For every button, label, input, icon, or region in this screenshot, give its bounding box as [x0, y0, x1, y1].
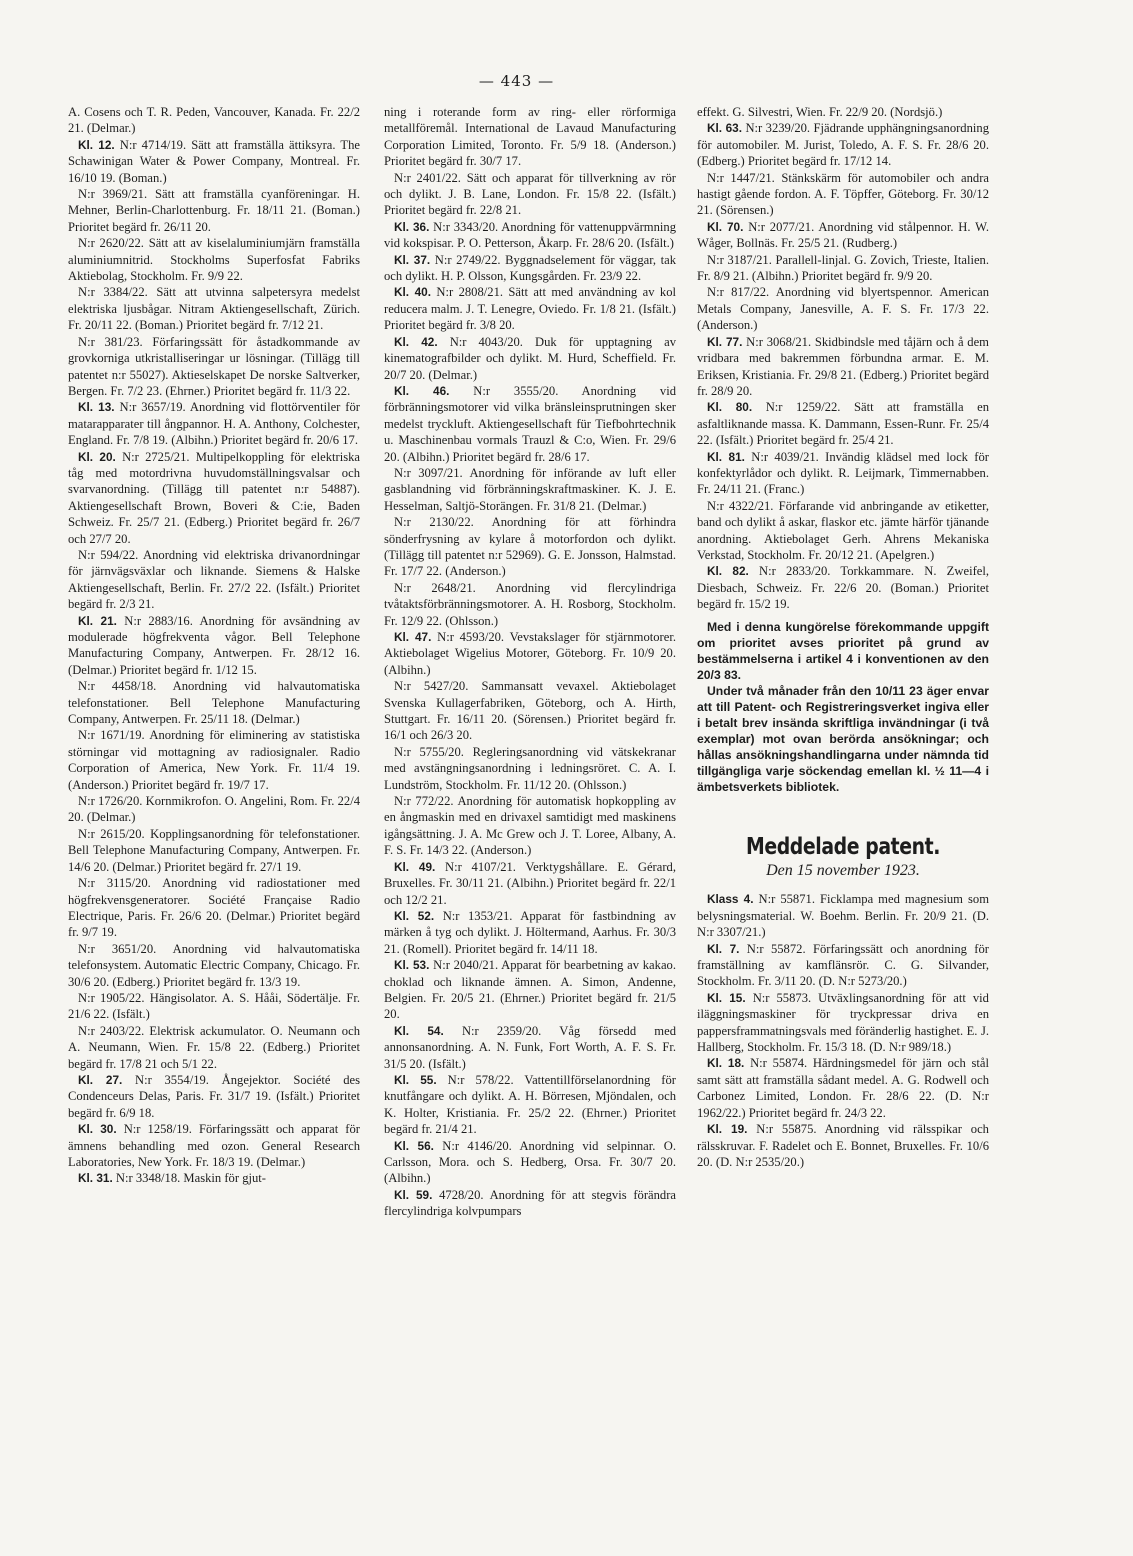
patent-entry: N:r 1905/22. Hängisolator. A. S. Hååi, Södertälje. Fr. 21/6 22. (Isfält.) — [68, 990, 360, 1022]
entry-text: N:r 3348/18. Maskin för gjut- — [115, 1171, 266, 1186]
text-column-middle — [384, 104, 676, 1220]
patent-entry: N:r 1671/19. Anordning för eliminering av statistiska störningar vid mottagning av radiosignaler. Radio Corporation of America, New York. Fr. 11/4 19. (Anderson.) Prioritet begärd fr. 19/7 17. — [68, 728, 360, 792]
text-column-right — [697, 104, 989, 1170]
patent-entry — [384, 908, 676, 957]
class-label: Kl. 13. — [78, 400, 115, 415]
patent-entry — [68, 399, 360, 448]
class-label: Kl. 18. — [707, 1056, 745, 1071]
entry-text: N:r 3657/19. Anordning vid flottörventiler för matarapparater till ångpannor. H. A. Anthony, Colchester, England. Fr. 7/8 19. (Albihn.) Prioritet begärd fr. 20/6 17. — [68, 400, 360, 448]
class-label: Klass 4. — [707, 892, 754, 907]
patent-entry: N:r 381/23. Förfaringssätt för åstadkommande av grovkorniga utkristalliseringar ur lösningar. (Tillägg till patentet n:r 55027). Aktieselskapet De norske Saltverker, Bergen. Fr. 7/2 23. (Ehrner.) Prioritet begärd fr. 11/3 22. — [68, 334, 360, 398]
patent-entry — [697, 120, 989, 169]
entry-text: N:r 1353/21. Apparat för fastbindning av märken å tyg och dylikt. J. Höltermand, Aarhus. Fr. 30/3 21. (Romell). Prioritet begärd fr. 14/11 18. — [384, 908, 676, 956]
class-label: Kl. 63. — [707, 121, 743, 136]
class-label: Kl. 37. — [394, 252, 431, 267]
class-label: Kl. 59. — [394, 1187, 433, 1202]
patent-entry — [68, 1121, 360, 1170]
patent-entry: N:r 4322/21. Förfarande vid anbringande av etiketter, band och dylikt å askar, flaskor etc. jämte härför tjänande anordning. Aktiebolaget Gerh. Ahrens Mekaniska Verkstad, Stockholm. Fr. 20/12 21. (Apelgren.) — [697, 498, 989, 562]
entry-text: N:r 578/22. Vattentillförselanordning för knutfångare och dylikt. A. H. Börresen, Mjöndalen, och K. Holter, Kristiania. Fr. 25/2 22. (Ehrner.) Prioritet begärd fr. 21/4 21. — [384, 1072, 676, 1137]
patent-entry — [384, 859, 676, 908]
patent-entry — [384, 219, 676, 252]
class-label: Kl. 49. — [394, 859, 436, 874]
entry-text: N:r 55873. Utväxlingsanordning för att vid iläggningsmaskiner för tryckpressar driva en pappersframmatningsvals med föränderlig hastighet. E. J. Hallberg, Stockholm. Fr. 15/3 18. (D. N:r 989/18.) — [697, 990, 989, 1055]
patent-entry: N:r 1447/21. Stänkskärm för automobiler och andra hastigt gående fordon. A. F. Töpffer, Göteborg. Fr. 30/12 21. (Sörensen.) — [697, 170, 989, 218]
class-label: Kl. 42. — [394, 334, 438, 349]
entry-text: N:r 4593/20. Vevstakslager för stjärnmotorer. Aktiebolaget Wigelius Motorer, Göteborg. Fr. 10/9 20. (Albihn.) — [384, 630, 676, 677]
patent-entry — [697, 1121, 989, 1170]
class-label: Kl. 20. — [78, 449, 116, 464]
class-label: Kl. 53. — [394, 958, 430, 973]
patent-entry — [697, 449, 989, 498]
entry-text: N:r 1258/19. Förfaringssätt och apparat för ämnens behandling med ozon. General Research Laboratories, New York. Fr. 18/3 19. (Delmar.) — [68, 1122, 360, 1169]
entry-text: N:r 3239/20. Fjädrande upphängningsanordning för automobiler. M. Jurist, Toledo, A. F. S. Fr. 28/6 20. (Edberg.) Prioritet begärd fr. 17/12 14. — [697, 121, 989, 169]
class-label: Kl. 80. — [707, 400, 753, 415]
patent-entry: N:r 2401/22. Sätt och apparat för tillverkning av rör och dylikt. J. B. Lane, London. Fr. 15/8 22. (Isfält.) Prioritet begärd fr. 22/8 21. — [384, 170, 676, 218]
patent-entry — [384, 957, 676, 1023]
entry-text: N:r 1259/22. Sätt att framställa en asfaltliknande massa. K. Dammann, Essen-Runr. Fr. 25/4 22. (Isfält.) Prioritet begärd fr. 25/4 21. — [697, 400, 989, 448]
patent-entry: N:r 2403/22. Elektrisk ackumulator. O. Neumann och A. Neumann, Wien. Fr. 15/8 22. (Edberg.) Prioritet begärd fr. 17/8 21 och 5/1 22. — [68, 1023, 360, 1071]
class-label: Kl. 70. — [707, 219, 744, 234]
patent-entry: N:r 3187/21. Parallell-linjal. G. Zovich, Trieste, Italien. Fr. 8/9 21. (Albihn.) Prioritet begärd fr. 9/9 20. — [697, 252, 989, 284]
patent-entry: N:r 1726/20. Kornmikrofon. O. Angelini, Rom. Fr. 22/4 20. (Delmar.) — [68, 794, 360, 825]
notice-paragraph: Under två månader från den 10/11 23 äger envar att till Patent- och Registreringsverket ingiva eller i betalt brev insända skriftliga invändningar (i två exemplar) mot ovan berörda ansökningar; och hållas ansökningshandlingarna under nämnda tid tillgängliga varje söckendag emellan kl. ½ 11—4 i ämbetsverkets bibliotek. — [697, 683, 989, 794]
entry-text: N:r 2833/20. Torkkammare. N. Zweifel, Diesbach, Schweiz. Fr. 22/6 20. (Boman.) Prioritet begärd fr. 15/2 19. — [697, 564, 989, 612]
class-label: Kl. 55. — [394, 1072, 437, 1087]
class-label: Kl. 56. — [394, 1138, 434, 1153]
patent-entry: N:r 3097/21. Anordning för införande av luft eller gasblandning vid förbränningskraftmaskiner. K. J. E. Hesselman, Saltjö-Storängen. Fr. 31/8 21. (Delmar.) — [384, 465, 676, 513]
patent-entry — [68, 449, 360, 547]
class-label: Kl. 54. — [394, 1023, 444, 1038]
class-label: Kl. 40. — [394, 285, 431, 300]
entry-text: N:r 55872. Förfaringssätt och anordning för framställning av kamflänsrör. C. G. Silvander, Stockholm. Fr. 3/11 20. (D. N:r 5273/20.) — [697, 941, 989, 989]
patent-entry — [697, 399, 989, 448]
patent-entry: N:r 594/22. Anordning vid elektriska drivanordningar för järnvägsväxlar och liknande. Siemens & Halske Aktiengesellschaft, Berlin. Fr. 27/2 22. (Isfält.) Prioritet begärd fr. 2/3 21. — [68, 547, 360, 612]
page-number: — 443 — — [478, 72, 555, 90]
text-column-left — [68, 104, 360, 1187]
patent-entry — [697, 990, 989, 1056]
patent-entry: effekt. G. Silvestri, Wien. Fr. 22/9 20. (Nordsjö.) — [697, 105, 943, 119]
class-label: Kl. 52. — [394, 908, 435, 923]
patent-entry: N:r 2620/22. Sätt att av kiselaluminiumjärn framställa aluminiumnitrid. Stockholms Superfosfat Fabriks Aktiebolag, Stockholm. Fr. 9/9 22. — [68, 236, 360, 284]
patent-entry — [384, 629, 676, 678]
patent-entry: N:r 817/22. Anordning vid blyertspennor. American Metals Company, Janesville, A. F. S. Fr. 17/3 22. (Anderson.) — [697, 285, 989, 333]
entry-text: N:r 3068/21. Skidbindsle med tåjärn och å dem vridbara med bakremmen förbundna armar. E. M. Eriksen, Kristiania. Fr. 29/8 21. (Edberg.) Prioritet begärd fr. 28/9 20. — [697, 334, 989, 398]
patent-entry: N:r 3115/20. Anordning vid radiostationer med högfrekvensgeneratorer. Société Française Radio Electrique, Paris. Fr. 26/6 20. (Delmar.) Prioritet begärd fr. 9/7 19. — [68, 876, 360, 940]
class-label: Kl. 15. — [707, 990, 746, 1005]
patent-entry — [697, 563, 989, 612]
patent-entry: N:r 2130/22. Anordning för att förhindra sönderfrysning av kylare å motorfordon och dylikt. (Tillägg till patentet n:r 52969). G. E. Jonsson, Halmstad. Fr. 17/7 22. (Anderson.) — [384, 515, 676, 579]
patent-entry — [697, 891, 989, 940]
patent-entry: A. Cosens och T. R. Peden, Vancouver, Kanada. Fr. 22/2 21. (Delmar.) — [68, 105, 360, 136]
patent-entry — [697, 334, 989, 400]
patent-entry — [384, 383, 676, 465]
class-label: Kl. 81. — [707, 449, 745, 464]
entry-text: N:r 4043/20. Duk för upptagning av kinematografbilder och dylikt. M. Hurd, Scheffield. Fr. 20/7 20. (Delmar.) — [384, 334, 676, 382]
entry-text: N:r 2359/20. Våg försedd med annonsanordning. A. N. Funk, Fort Worth, A. F. S. Fr. 31/5 20. (Isfält.) — [384, 1023, 676, 1071]
class-label: Kl. 30. — [78, 1122, 117, 1137]
patent-entry — [697, 219, 989, 252]
patent-entry — [68, 1170, 360, 1186]
entry-text: N:r 3555/20. Anordning vid förbränningsmotorer vid vilka bränsleinsprutningen sker medelst tryckluft. Aktiengesellschaft für Tiefbohrtechnik u. Maschinenbau vormals Trauzl & C:o, Wien. Fr. 29/6 20. (Albihn.) Prioritet begärd fr. 28/6 17. — [384, 383, 676, 464]
patent-entry: N:r 5755/20. Regleringsanordning vid vätskekranar med avstängningsanordning i ledningsröret. C. A. I. Lundström, Stockholm. Fr. 11/12 20. (Ohlsson.) — [384, 744, 676, 792]
class-label: Kl. 21. — [78, 613, 117, 628]
patent-entry — [384, 1187, 676, 1220]
entry-text: N:r 3554/19. Ångejektor. Société des Condenceurs Delas, Paris. Fr. 31/7 19. (Isfält.) Prioritet begärd fr. 6/9 18. — [68, 1072, 360, 1120]
class-label: Kl. 36. — [394, 219, 430, 234]
entry-text: N:r 2749/22. Byggnadselement för väggar, tak och dylikt. H. P. Olsson, Kungsgården. Fr. 23/9 22. — [384, 252, 676, 284]
entry-text: N:r 2725/21. Multipelkoppling för elektriska tåg med motordrivna huvudomställningsvalsar och svarvanordning. (Tillägg till patentet n:r 54887). Aktiengesellschaft Brown, Boveri & C:ie, Baden Schweiz. Fr. 25/7 21. (Edberg.) Prioritet begärd fr. 26/7 och 27/7 20. — [68, 449, 360, 546]
entry-text: N:r 4107/21. Verktygshållare. E. Gérard, Bruxelles. Fr. 30/11 21. (Albihn.) Prioritet begärd fr. 22/1 och 12/2 21. — [384, 859, 676, 907]
class-label: Kl. 12. — [78, 137, 115, 152]
class-label: Kl. 27. — [78, 1072, 123, 1087]
entry-text: N:r 4146/20. Anordning vid selpinnar. O. Carlsson, Mora. och S. Hedberg, Orsa. Fr. 30/7 20. (Albihn.) — [384, 1138, 676, 1186]
class-label: Kl. 46. — [394, 383, 450, 398]
entry-text: N:r 2040/21. Apparat för bearbetning av kakao. choklad och liknande ämnen. A. Simon, Andenne, Belgien. Fr. 20/5 21. (Ehrner.) Prioritet begärd fr. 21/5 20. — [384, 958, 676, 1022]
entry-text: N:r 4039/21. Invändig klädsel med lock för konfektyrlådor och dylikt. R. Leijmark, Timmernabben. Fr. 24/11 21. (Franc.) — [697, 449, 989, 497]
patent-entry — [384, 1138, 676, 1187]
patent-entry: N:r 2648/21. Anordning vid flercylindriga tvåtaktsförbränningsmotorer. A. H. Rosborg, Stockholm. Fr. 12/9 22. (Ohlsson.) — [384, 580, 676, 628]
patent-entry — [384, 1072, 676, 1138]
notice-paragraph: Med i denna kungörelse förekommande uppgift om prioritet avses prioritet på grund av bestämmelserna i artikel 4 i konventionen av den 20/3 83. — [697, 619, 989, 682]
patent-entry — [384, 284, 676, 333]
patent-entry: N:r 4458/18. Anordning vid halvautomatiska telefonstationer. Bell Telephone Manufacturing Company, Antwerpen. Fr. 25/11 18. (Delmar.) — [68, 679, 360, 727]
entry-text: N:r 55874. Härdningsmedel för järn och stål samt sätt att framställa sådant medel. A. G. Rodwell och Carbonez Limited, London. Fr. 28/6 22. (D. N:r 1962/22.) Prioritet begärd fr. 24/3 22. — [697, 1056, 989, 1120]
class-label: Kl. 77. — [707, 334, 743, 349]
class-label: Kl. 82. — [707, 564, 749, 579]
patent-entry — [384, 1023, 676, 1072]
entry-text: N:r 4714/19. Sätt att framställa ättiksyra. The Schawinigan Water & Power Company, Montreal. Fr. 16/10 19. (Boman.) — [68, 137, 360, 185]
patent-entry — [697, 1055, 989, 1121]
entry-text: N:r 2077/21. Anordning vid stålpennor. H. W. Wåger, Bollnäs. Fr. 25/5 21. (Rudberg.) — [697, 219, 989, 251]
class-label: Kl. 31. — [78, 1171, 113, 1186]
entry-text: N:r 55875. Anordning vid rälsspikar och rälsskruvar. F. Radelet och E. Bonnet, Bruxelles. Fr. 10/6 20. (D. N:r 2535/20.) — [697, 1122, 989, 1169]
entry-text: N:r 3343/20. Anordning för vattenuppvärmning vid kokspisar. P. O. Petterson, Åkarp. Fr. 28/6 20. (Isfält.) — [384, 219, 676, 251]
class-label: Kl. 47. — [394, 630, 432, 644]
patent-entry: N:r 3384/22. Sätt att utvinna salpetersyra medelst elektriska ljusbågar. Nitram Aktiengesellschaft, Zürich. Fr. 20/11 22. (Boman.) Prioritet begärd fr. 7/12 21. — [68, 285, 360, 333]
entry-text: N:r 2808/21. Sätt att med användning av kol reducera malm. J. T. Lenegre, Oviedo. Fr. 1/8 21. (Isfält.) Prioritet begärd fr. 3/8 20. — [384, 285, 676, 333]
entry-text: N:r 2883/16. Anordning för avsändning av modulerade högfrekventa vågor. Bell Telephone Manufacturing Company, Antwerpen. Fr. 28/12 16. (Delmar.) Prioritet begärd fr. 1/12 15. — [68, 613, 360, 677]
class-label: Kl. 19. — [707, 1122, 748, 1137]
patent-entry — [697, 941, 989, 990]
patent-entry — [384, 334, 676, 383]
patent-entry — [384, 252, 676, 285]
patent-entry — [68, 613, 360, 679]
section-heading: Meddelade patent. — [745, 833, 941, 860]
patent-entry: N:r 2615/20. Kopplingsanordning för telefonstationer. Bell Telephone Manufacturing Company, Antwerpen. Fr. 14/6 20. (Delmar.) Prioritet begärd fr. 27/1 19. — [68, 826, 360, 874]
class-label: Kl. 7. — [707, 941, 740, 956]
patent-entry — [68, 137, 360, 186]
patent-entry: N:r 772/22. Anordning för automatisk hopkoppling av en ångmaskin med en drivaxel samtidigt med maskinens igångsättning. J. A. Mc Grew och J. T. Loree, Albany, A. F. S. Fr. 14/3 22. (Anderson.) — [384, 794, 676, 858]
patent-entry: N:r 5427/20. Sammansatt vevaxel. Aktiebolaget Svenska Kullagerfabriken, Göteborg, och A. Hirth, Stuttgart. Fr. 16/11 20. (Sörensen.) Prioritet begärd fr. 16/1 och 26/3 20. — [384, 679, 676, 743]
entry-text: 4728/20. Anordning för att stegvis förändra flercylindriga kolvpumpars — [384, 1187, 676, 1219]
patent-entry: N:r 3651/20. Anordning vid halvautomatiska telefonsystem. Automatic Electric Company, Chicago. Fr. 30/6 20. (Edberg.) Prioritet begärd fr. 13/3 19. — [68, 941, 360, 989]
patent-entry — [68, 1072, 360, 1121]
patent-entry: N:r 3969/21. Sätt att framställa cyanföreningar. H. Mehner, Berlin-Charlottenburg. Fr. 18/11 21. (Boman.) Prioritet begärd fr. 26/11 20. — [68, 187, 360, 234]
patent-entry: ning i roterande form av ring- eller rörformiga metallföremål. International de Lavaud Manufacturing Corporation Limited, Toronto. Fr. 5/9 18. (Anderson.) Prioritet begärd fr. 30/7 17. — [384, 105, 676, 169]
entry-text: N:r 55871. Ficklampa med magnesium som belysningsmaterial. W. Boehm. Berlin. Fr. 20/9 21. (D. N:r 3307/21.) — [697, 892, 989, 940]
section-date: Den 15 november 1923. — [766, 862, 920, 879]
